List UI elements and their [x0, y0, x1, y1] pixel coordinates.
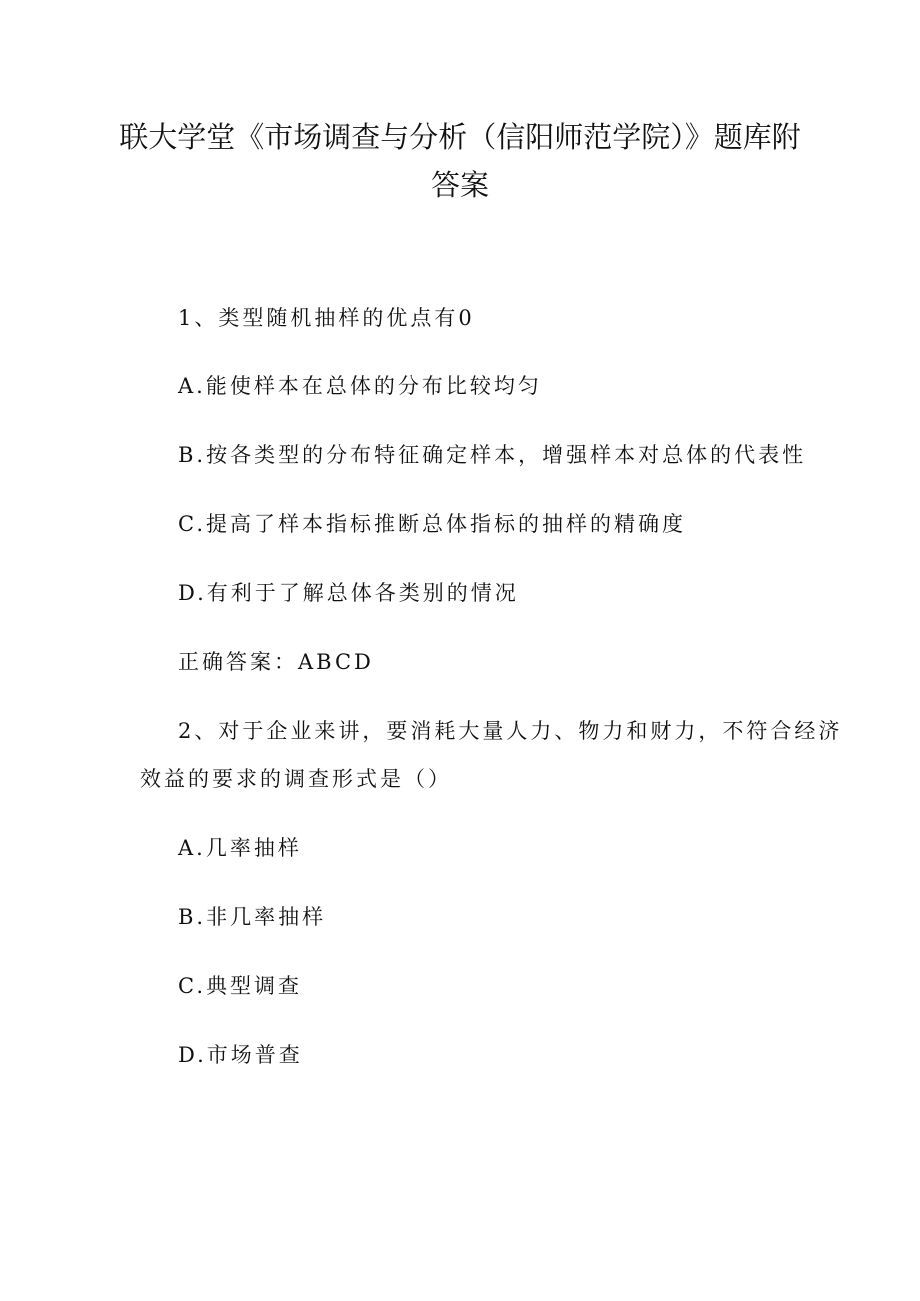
question-1-option-d: D.有利于了解总体各类别的情况: [178, 581, 519, 605]
question-2-stem-line-1: 2、对于企业来讲，要消耗大量人力、物力和财力，不符合经济: [178, 719, 843, 743]
question-1-answer: 正确答案：ABCD: [178, 650, 374, 674]
question-1-option-b: B.按各类型的分布特征确定样本，增强样本对总体的代表性: [178, 443, 807, 467]
document-title-line-1: 联大学堂《市场调查与分析（信阳师范学院）》题库附: [119, 120, 801, 154]
question-2-option-a: A.几率抽样: [178, 836, 302, 860]
document-title-line-2: 答案: [430, 168, 489, 202]
question-1-stem: 1、类型随机抽样的优点有0: [178, 306, 475, 330]
question-1-option-c: C.提高了样本指标推断总体指标的抽样的精确度: [178, 512, 686, 536]
question-2-stem-line-2: 效益的要求的调查形式是（）: [140, 767, 452, 791]
question-1-option-a: A.能使样本在总体的分布比较均匀: [178, 374, 542, 398]
question-2-option-d: D.市场普查: [178, 1043, 303, 1067]
question-2-option-b: B.非几率抽样: [178, 905, 327, 929]
question-2-option-c: C.典型调查: [178, 974, 302, 998]
